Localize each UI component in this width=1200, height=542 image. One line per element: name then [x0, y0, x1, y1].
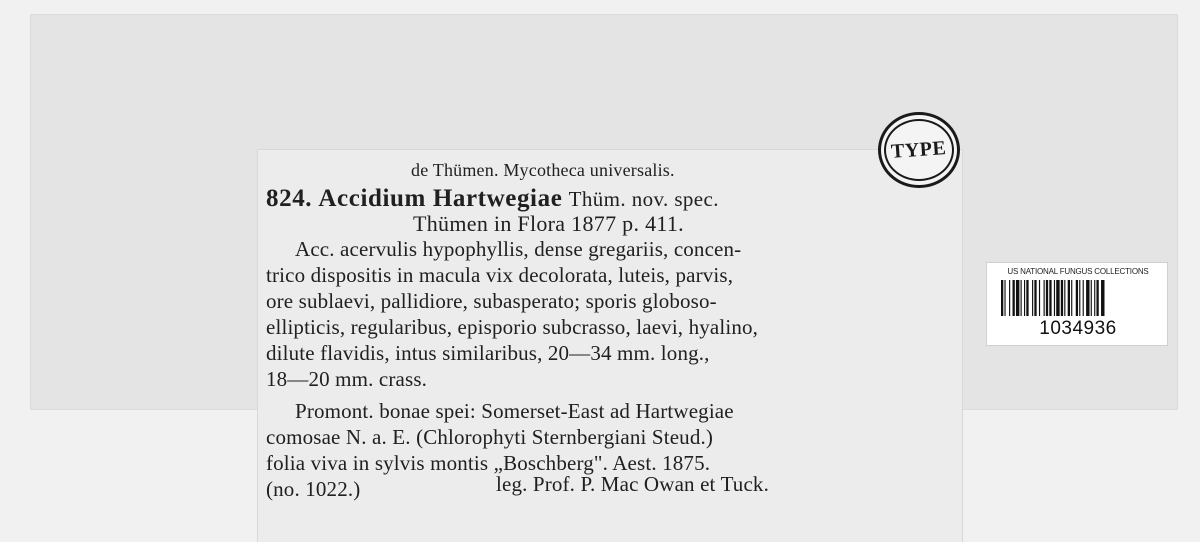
locality-line: folia viva in sylvis montis „Boschberg". Aest. 1875. [266, 451, 711, 475]
collection-number: (no. 1022.) [266, 477, 361, 501]
description-line: ore sublaevi, pallidiore, subasperato; sporis globoso- [266, 289, 717, 313]
description-line: ellipticis, regularibus, episporio subcrasso, laevi, hyalino, [266, 315, 759, 339]
locality-line: comosae N. a. E. (Chlorophyti Sternbergiani Steud.) [266, 425, 714, 449]
collectors: leg. Prof. P. Mac Owan et Tuck. [496, 472, 769, 496]
description-line: 18—20 mm. crass. [266, 367, 428, 391]
taxon-authority: Thüm. nov. spec. [568, 187, 719, 211]
locality-line: Promont. bonae spei: Somerset-East ad Hartwegiae [295, 399, 734, 423]
literature-citation: Thümen in Flora 1877 p. 411. [413, 211, 684, 236]
type-stamp-ring [884, 119, 954, 181]
label-text [258, 150, 962, 542]
barcode-icon [1001, 280, 1155, 316]
taxon-name: Accidium Hartwegiae [318, 185, 563, 212]
exsiccata-number: 824. [266, 185, 313, 212]
species-heading [266, 185, 719, 213]
description-line: dilute flavidis, intus similaribus, 20—34 mm. long., [266, 341, 710, 365]
type-stamp [878, 112, 960, 188]
barcode-caption: US NATIONAL FUNGUS COLLECTIONS [1007, 267, 1149, 276]
description-line: trico dispositis in macula vix decolorata, luteis, parvis, [266, 263, 734, 287]
series-title: de Thümen. Mycotheca universalis. [411, 160, 675, 180]
barcode-label [986, 262, 1168, 346]
barcode-number: 1034936 [1039, 318, 1117, 339]
type-stamp-text: TYPE [890, 136, 948, 163]
specimen-label [258, 150, 962, 542]
description-line: Acc. acervulis hypophyllis, dense gregariis, concen- [295, 237, 742, 261]
